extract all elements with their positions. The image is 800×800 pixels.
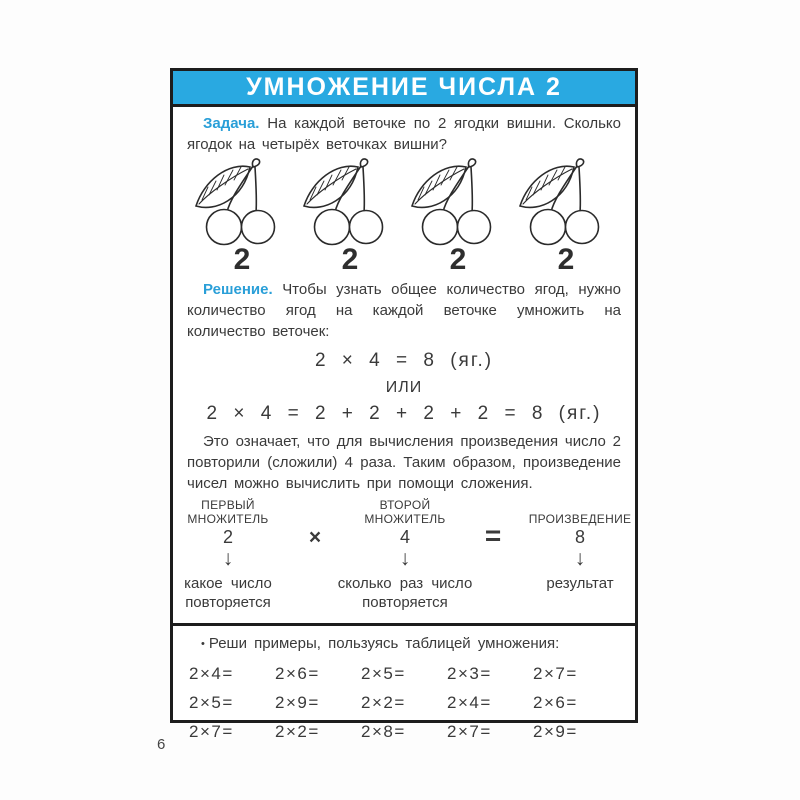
exercise-item: 2×3= bbox=[447, 664, 492, 683]
factor-value: 2 bbox=[222, 527, 233, 547]
factor-title-line2: МНОЖИТЕЛЬ bbox=[187, 512, 269, 526]
product-value: 8 bbox=[574, 527, 586, 547]
or-label: ИЛИ bbox=[385, 379, 423, 396]
cherry-figure bbox=[405, 157, 511, 275]
page-title: УМНОЖЕНИЕ ЧИСЛА 2 bbox=[246, 73, 562, 101]
exercise-item: 2×5= bbox=[189, 693, 234, 712]
exercise-item: 2×7= bbox=[533, 664, 578, 683]
exercises-prompt-text: Реши примеры, пользуясь таблицей умножения: bbox=[208, 635, 560, 652]
exercise-item: 2×9= bbox=[275, 693, 320, 712]
product-caption-line1: результат bbox=[546, 575, 614, 592]
solution-paragraph bbox=[187, 279, 621, 342]
cherry-count: 2 bbox=[557, 243, 575, 276]
cherries-row bbox=[187, 155, 621, 275]
exercise-item: 2×9= bbox=[533, 722, 578, 741]
worksheet-content bbox=[173, 113, 635, 614]
equals-sign: = bbox=[484, 520, 502, 551]
equation-product: 2 × 4 = 8 (яг.) bbox=[314, 350, 494, 371]
bullet-icon: • bbox=[201, 638, 205, 650]
exercise-item: 2×4= bbox=[189, 664, 234, 683]
multiplication-diagram bbox=[184, 498, 632, 614]
exercises-prompt bbox=[189, 634, 619, 654]
exercise-item: 2×6= bbox=[275, 664, 320, 683]
exercise-item: 2×4= bbox=[447, 693, 492, 712]
task-label: Задача. bbox=[203, 115, 260, 132]
factor-title-line1: ВТОРОЙ bbox=[379, 498, 431, 512]
factor-caption-line2: повторяется bbox=[362, 594, 448, 611]
exercise-item: 2×6= bbox=[533, 693, 578, 712]
product-title-line1 bbox=[529, 498, 632, 512]
cherry-figure bbox=[297, 157, 403, 275]
cherry-count: 2 bbox=[233, 243, 251, 276]
cherry-count: 2 bbox=[449, 243, 467, 276]
times-sign: × bbox=[308, 526, 322, 549]
factor-caption-line1: сколько раз число bbox=[337, 575, 473, 592]
factor-title-line2: МНОЖИТЕЛЬ bbox=[364, 512, 446, 526]
arrow-down-icon: ↓ bbox=[399, 547, 411, 570]
cherries-icon bbox=[300, 157, 400, 245]
arrow-down-icon: ↓ bbox=[222, 547, 234, 570]
factor-column-first bbox=[184, 498, 272, 612]
cherries-icon bbox=[516, 157, 616, 245]
factor-caption-line1: какое число bbox=[184, 575, 272, 592]
exercise-item: 2×2= bbox=[275, 722, 320, 741]
factor-title-line1: ПЕРВЫЙ bbox=[201, 498, 255, 512]
cherries-icon bbox=[192, 157, 292, 245]
exercises-section bbox=[173, 623, 635, 750]
factor-column-second bbox=[338, 498, 473, 612]
page-number: 6 bbox=[157, 736, 166, 753]
cherries-icon bbox=[408, 157, 508, 245]
exercise-item: 2×2= bbox=[361, 693, 406, 712]
exercise-item: 2×8= bbox=[361, 722, 406, 741]
product-title-line2: ПРОИЗВЕДЕНИЕ bbox=[528, 512, 632, 526]
cherry-count: 2 bbox=[341, 243, 359, 276]
cherry-figure bbox=[513, 157, 619, 275]
factor-caption-line2: повторяется bbox=[185, 594, 271, 611]
worksheet-frame bbox=[170, 68, 638, 741]
exercise-item: 2×5= bbox=[361, 664, 406, 683]
product-caption-line2 bbox=[529, 593, 632, 612]
task-paragraph bbox=[187, 113, 621, 155]
factor-value: 4 bbox=[399, 527, 411, 547]
exercises-grid bbox=[189, 663, 619, 742]
solution-text: Чтобы узнать общее количество ягод, нужно количество ягод на каждой веточке умножить на количество веточек: bbox=[187, 281, 621, 340]
header-bar bbox=[173, 71, 635, 107]
product-column bbox=[529, 498, 632, 612]
solution-label: Решение. bbox=[203, 281, 273, 298]
exercise-item: 2×7= bbox=[189, 722, 234, 741]
exercise-item: 2×7= bbox=[447, 722, 492, 741]
cherry-figure bbox=[189, 157, 295, 275]
equation-sum: 2 × 4 = 2 + 2 + 2 + 2 = 8 (яг.) bbox=[206, 403, 602, 424]
explanation-paragraph: Это означает, что для вычисления произведения число 2 повторили (сложили) 4 раза. Таким образом, произведение чисел можно вычислить при помощи сложения. bbox=[187, 433, 621, 492]
task-text: На каждой веточке по 2 ягодки вишни. Сколько ягодок на четырёх веточках вишни? bbox=[187, 115, 622, 153]
arrow-down-icon: ↓ bbox=[574, 547, 586, 570]
